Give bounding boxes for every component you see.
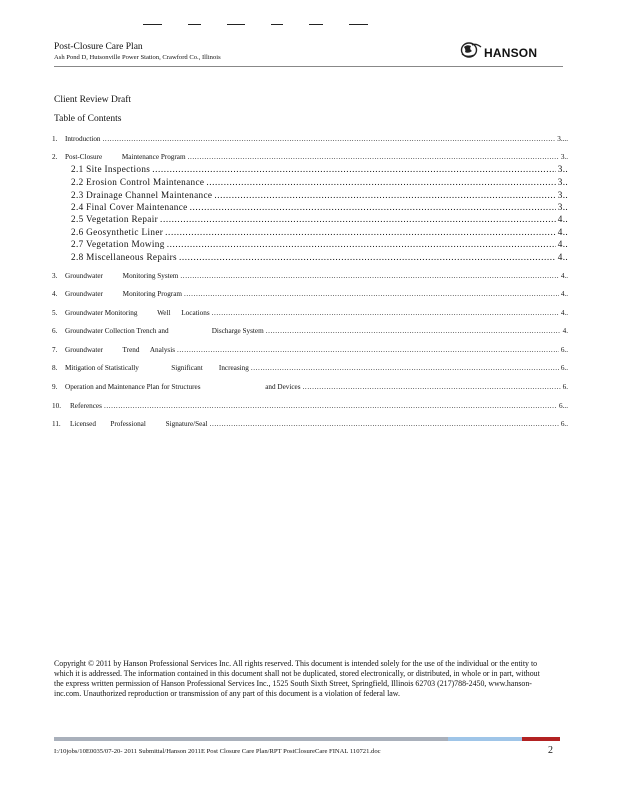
toc-subentry-2-6[interactable]: 2.6 Geosynthetic Liner ..... 4.. [71, 227, 568, 239]
toc-subentry-2-2[interactable]: 2.2 Erosion Control Maintenance ..... 3.. [71, 177, 568, 189]
toc-entry-introduction[interactable]: 1. Introduction ..... 3.... [52, 135, 568, 147]
toc-subentry-2-1[interactable]: 2.1 Site Inspections ..... 3.. [71, 164, 568, 176]
draft-label: Client Review Draft [54, 95, 132, 105]
toc-entry-signature-seal[interactable]: 11. Licensed Professional Signature/Seal ..... 6.. [52, 420, 568, 432]
toc-entry-operation-maintenance[interactable]: 9. Operation and Maintenance Plan for Structures and Devices ..... 6. [52, 383, 568, 395]
toc-entry-trend-analysis[interactable]: 7. Groundwater Trend Analysis ..... 6.. [52, 346, 568, 358]
toc-entry-references[interactable]: 10. References ..... 6... [52, 402, 568, 414]
header-top-dashes [143, 24, 368, 30]
toc-entry-mitigation[interactable]: 8. Mitigation of Statistically Significant Increasing ..... 6.. [52, 364, 568, 376]
toc-entry-monitoring-system[interactable]: 3. Groundwater Monitoring System ..... 4.. [52, 272, 568, 284]
globe-icon [460, 42, 482, 63]
toc-subentry-2-8[interactable]: 2.8 Miscellaneous Repairs ..... 4.. [71, 252, 568, 264]
copyright-notice: Copyright © 2011 by Hanson Professional Services Inc. All rights reserved. This document is intended solely for the use of the individual or the entity to which it is addressed. The information contained in this document shall not be duplicated, stored electronically, or distributed, in whole or in part, without the express written permission of Hanson Professional Services Inc., 1525 South Sixth Street, Springfield, Illinois 62703 (217)788-2450, www.hanson-inc.com. Unauthorized reproduction or transmission of any part of this document is a violation of federal law. [54, 659, 540, 698]
toc-entry-post-closure[interactable]: 2. Post-Closure Maintenance Program ..... 3.. [52, 153, 568, 165]
footer-file-path: I:/10jobs/10E0035/07-20- 2011 Submittal/Hanson 2011E Post Closure Care Plan/RPT PostClosureCare FINAL 110721.doc [54, 748, 381, 755]
page-number: 2 [548, 745, 553, 756]
toc-entry-collection-trench[interactable]: 6. Groundwater Collection Trench and Discharge System ..... 4. [52, 327, 568, 339]
footer-bar-blue [448, 737, 522, 741]
hanson-logo [460, 42, 537, 63]
toc-entry-monitoring-program[interactable]: 4. Groundwater Monitoring Program ..... 4.. [52, 290, 568, 302]
toc-subentry-2-4[interactable]: 2.4 Final Cover Maintenance ..... 3.. [71, 202, 568, 214]
document-subtitle: Ash Pond D, Hutsonville Power Station, Crawford Co., Illinois [54, 54, 221, 61]
toc-entry-well-locations[interactable]: 5. Groundwater Monitoring Well Locations ..... 4.. [52, 309, 568, 321]
footer-bar-gray [54, 737, 448, 741]
toc-subentry-2-7[interactable]: 2.7 Vegetation Mowing ..... 4.. [71, 239, 568, 251]
toc-subentry-2-5[interactable]: 2.5 Vegetation Repair ..... 4.. [71, 214, 568, 226]
toc-heading: Table of Contents [54, 114, 122, 124]
footer-bar-red [522, 737, 560, 741]
toc-subentry-2-3[interactable]: 2.3 Drainage Channel Maintenance ..... 3.. [71, 190, 568, 202]
header-rule [54, 66, 563, 67]
logo-text: HANSON [484, 45, 538, 60]
document-title: Post-Closure Care Plan [54, 42, 143, 52]
